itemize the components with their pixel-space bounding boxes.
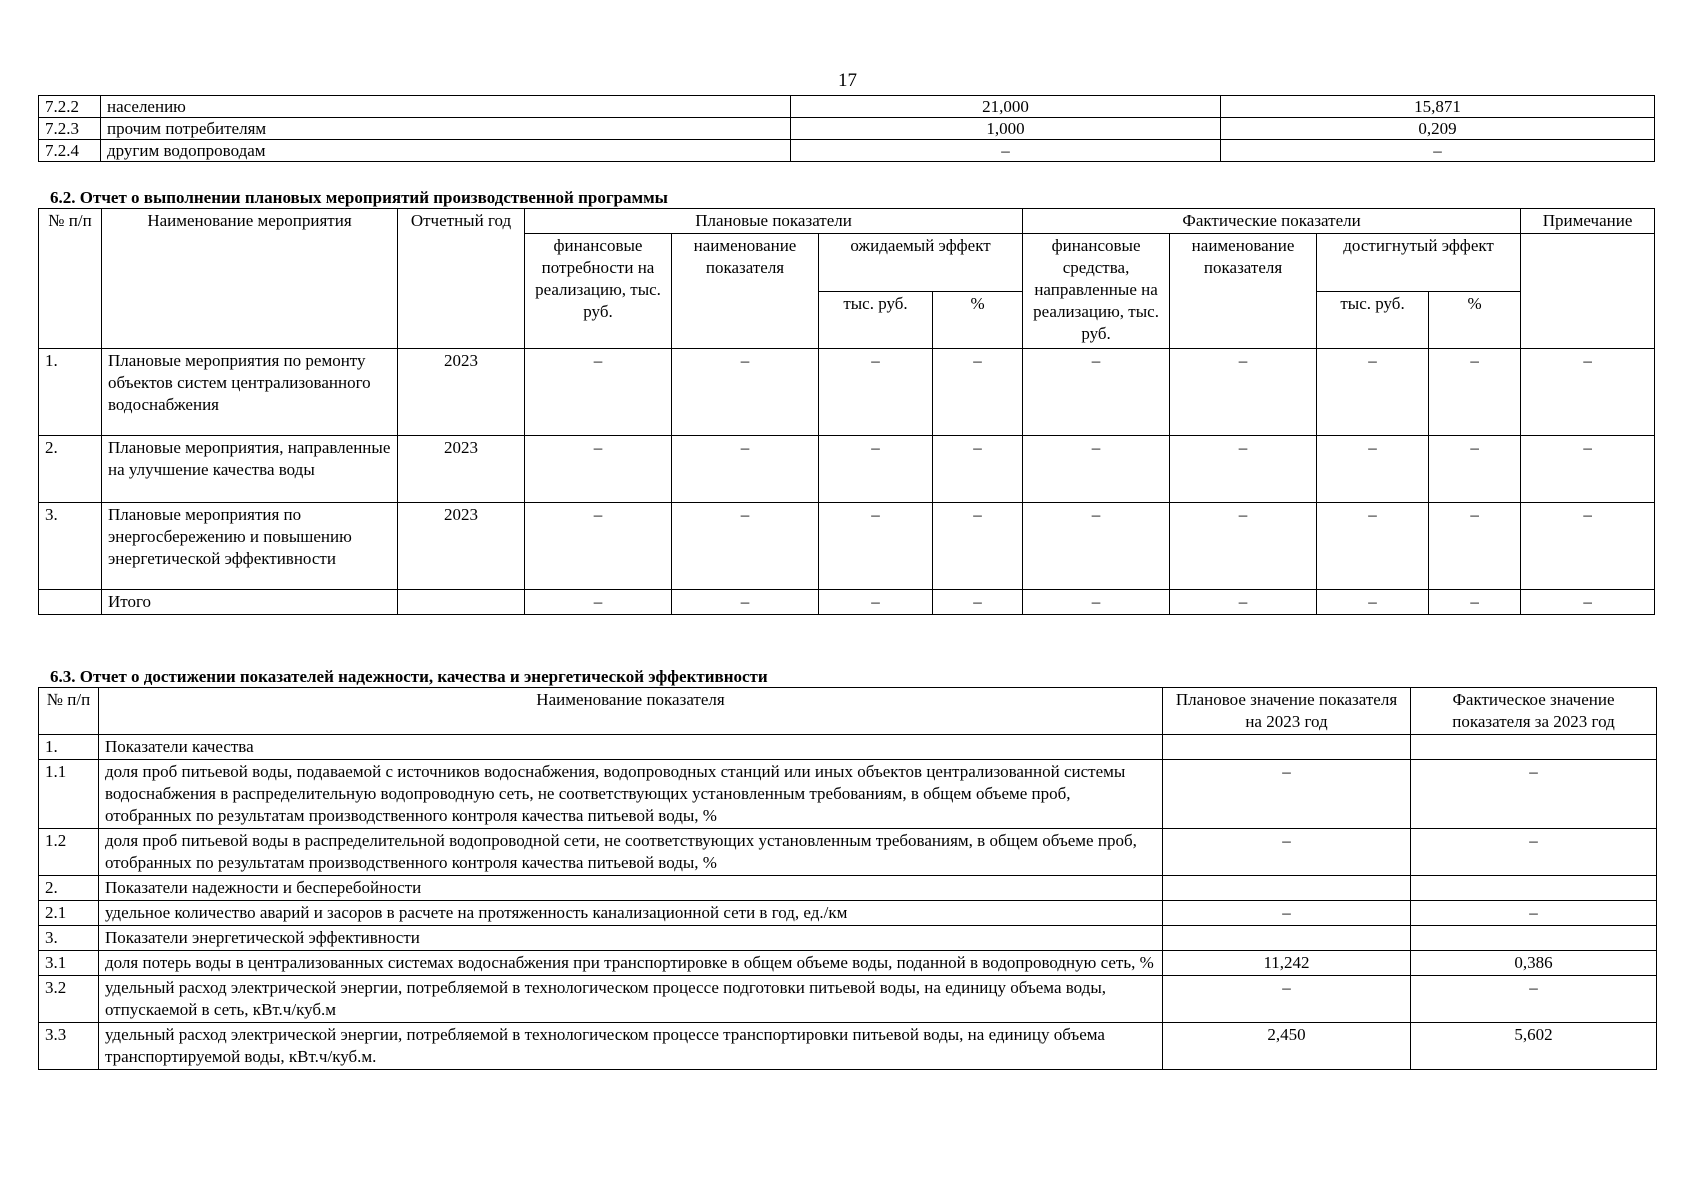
row-number: 3. [39,926,99,951]
row-fact: – [1221,140,1655,162]
cell-value: – [1317,349,1429,436]
cell-value: – [1023,590,1170,615]
header-plan-thous: тыс. руб. [819,291,933,349]
table-row [39,503,1655,590]
table-row-total [39,590,1655,615]
header-note: Примечание [1521,209,1655,234]
row-name: Итого [102,590,398,615]
table-row [39,926,1657,951]
row-number: 1. [39,349,102,436]
header-num: № п/п [39,688,99,735]
row-name: Плановые мероприятия по энергосбережению и повышению энергетической эффективности [102,503,398,590]
cell-value: – [1170,349,1317,436]
row-plan: – [1163,829,1411,876]
row-number: 7.2.2 [39,96,101,118]
table-row [39,349,1655,436]
row-name: удельный расход электрической энергии, потребляемой в технологическом процессе подготовки питьевой воды, на единицу объема воды, отпускаемой в сеть, кВт.ч/куб.м [99,976,1163,1023]
row-name: Плановые мероприятия по ремонту объектов систем централизованного водоснабжения [102,349,398,436]
header-fact: Фактическое значение показателя за 2023 год [1411,688,1657,735]
cell-value: – [525,349,672,436]
table-row [39,951,1657,976]
table-row [39,901,1657,926]
row-fact: 0,209 [1221,118,1655,140]
row-name: Показатели надежности и бесперебойности [99,876,1163,901]
row-plan: – [1163,976,1411,1023]
row-fact [1411,735,1657,760]
table-row [39,876,1657,901]
section-63-table [38,687,1657,1070]
row-number: 7.2.3 [39,118,101,140]
row-plan: – [791,140,1221,162]
row-year [398,590,525,615]
cell-value: – [933,349,1023,436]
cell-value: – [1317,436,1429,503]
cell-value: – [933,436,1023,503]
header-fact-effect: достигнутый эффект [1317,234,1521,292]
header-plan-percent: % [933,291,1023,349]
header-note-empty [1521,234,1655,349]
page-number: 17 [838,70,857,91]
cell-value: – [819,436,933,503]
row-name: Плановые мероприятия, направленные на улучшение качества воды [102,436,398,503]
cell-value: – [525,436,672,503]
section-62-table [38,208,1655,615]
row-year: 2023 [398,436,525,503]
table-row [39,436,1655,503]
row-plan: 1,000 [791,118,1221,140]
table-row [39,1023,1657,1070]
row-name: удельное количество аварий и засоров в расчете на протяженность канализационной сети в год, ед./км [99,901,1163,926]
row-fact: – [1411,976,1657,1023]
row-name: Показатели качества [99,735,1163,760]
row-plan [1163,926,1411,951]
cell-value: – [672,349,819,436]
row-name: удельный расход электрической энергии, потребляемой в технологическом процессе транспортировки питьевой воды, на единицу объема транспортируемой воды, кВт.ч/куб.м. [99,1023,1163,1070]
header-fact-group: Фактические показатели [1023,209,1521,234]
row-number [39,590,102,615]
table-row [39,96,1655,118]
header-name: Наименование показателя [99,688,1163,735]
table-row [39,118,1655,140]
table-row [39,829,1657,876]
cell-value: – [933,590,1023,615]
row-year: 2023 [398,503,525,590]
row-fact [1411,876,1657,901]
row-plan: 21,000 [791,96,1221,118]
row-fact: 5,602 [1411,1023,1657,1070]
row-name: населению [101,96,791,118]
top-table [38,95,1655,162]
row-plan: – [1163,760,1411,829]
cell-value: – [1521,590,1655,615]
header-year: Отчетный год [398,209,525,349]
header-row [39,688,1657,735]
row-number: 3.3 [39,1023,99,1070]
cell-value: – [525,503,672,590]
header-fact-fin: финансовые средства, направленные на реализацию, тыс. руб. [1023,234,1170,349]
row-number: 1. [39,735,99,760]
row-number: 3.1 [39,951,99,976]
cell-value: – [1521,503,1655,590]
row-plan: 2,450 [1163,1023,1411,1070]
table-row [39,735,1657,760]
row-number: 1.2 [39,829,99,876]
cell-value: – [1317,503,1429,590]
row-number: 1.1 [39,760,99,829]
row-name: доля проб питьевой воды в распределительной водопроводной сети, не соответствующих установленным требованиям, в общем объеме проб, отобранных по результатам производственного контроля качества питьевой воды, % [99,829,1163,876]
cell-value: – [819,349,933,436]
header-row [39,209,1655,234]
row-plan: 11,242 [1163,951,1411,976]
row-fact: 0,386 [1411,951,1657,976]
header-fact-indicator: наименование показателя [1170,234,1317,349]
cell-value: – [525,590,672,615]
cell-value: – [1429,349,1521,436]
row-name: доля проб питьевой воды, подаваемой с источников водоснабжения, водопроводных станций или иных объектов централизованной системы водоснабжения в распределительную водопроводную сеть, не соответствующих установленным требованиям, в общем объеме проб, отобранных по результатам производственного контроля качества питьевой воды, % [99,760,1163,829]
header-plan-group: Плановые показатели [525,209,1023,234]
cell-value: – [1170,503,1317,590]
row-plan: – [1163,901,1411,926]
cell-value: – [1170,590,1317,615]
cell-value: – [1023,436,1170,503]
section-62-heading: 6.2. Отчет о выполнении плановых мероприятий производственной программы [50,188,668,207]
cell-value: – [933,503,1023,590]
row-year: 2023 [398,349,525,436]
header-plan-effect: ожидаемый эффект [819,234,1023,292]
header-name: Наименование мероприятия [102,209,398,349]
header-num: № п/п [39,209,102,349]
cell-value: – [672,436,819,503]
row-fact: 15,871 [1221,96,1655,118]
header-fact-percent: % [1429,291,1521,349]
cell-value: – [1317,590,1429,615]
row-number: 3. [39,503,102,590]
cell-value: – [1023,349,1170,436]
row-number: 2. [39,436,102,503]
row-name: доля потерь воды в централизованных системах водоснабжения при транспортировке в общем объеме воды, поданной в водопроводную сеть, % [99,951,1163,976]
cell-value: – [1429,590,1521,615]
row-fact: – [1411,901,1657,926]
row-name: Показатели энергетической эффективности [99,926,1163,951]
cell-value: – [672,590,819,615]
row-fact: – [1411,760,1657,829]
header-plan-indicator: наименование показателя [672,234,819,349]
row-name: другим водопроводам [101,140,791,162]
row-plan [1163,735,1411,760]
cell-value: – [819,590,933,615]
cell-value: – [819,503,933,590]
cell-value: – [672,503,819,590]
header-plan: Плановое значение показателя на 2023 год [1163,688,1411,735]
cell-value: – [1429,503,1521,590]
row-number: 2.1 [39,901,99,926]
row-number: 7.2.4 [39,140,101,162]
header-fact-thous: тыс. руб. [1317,291,1429,349]
row-fact: – [1411,829,1657,876]
cell-value: – [1521,436,1655,503]
table-row [39,976,1657,1023]
row-number: 2. [39,876,99,901]
cell-value: – [1521,349,1655,436]
row-fact [1411,926,1657,951]
row-name: прочим потребителям [101,118,791,140]
cell-value: – [1170,436,1317,503]
section-63-heading: 6.3. Отчет о достижении показателей надежности, качества и энергетической эффективности [50,667,768,686]
table-row [39,140,1655,162]
table-row [39,760,1657,829]
cell-value: – [1023,503,1170,590]
row-number: 3.2 [39,976,99,1023]
header-plan-fin: финансовые потребности на реализацию, тыс. руб. [525,234,672,349]
cell-value: – [1429,436,1521,503]
row-plan [1163,876,1411,901]
